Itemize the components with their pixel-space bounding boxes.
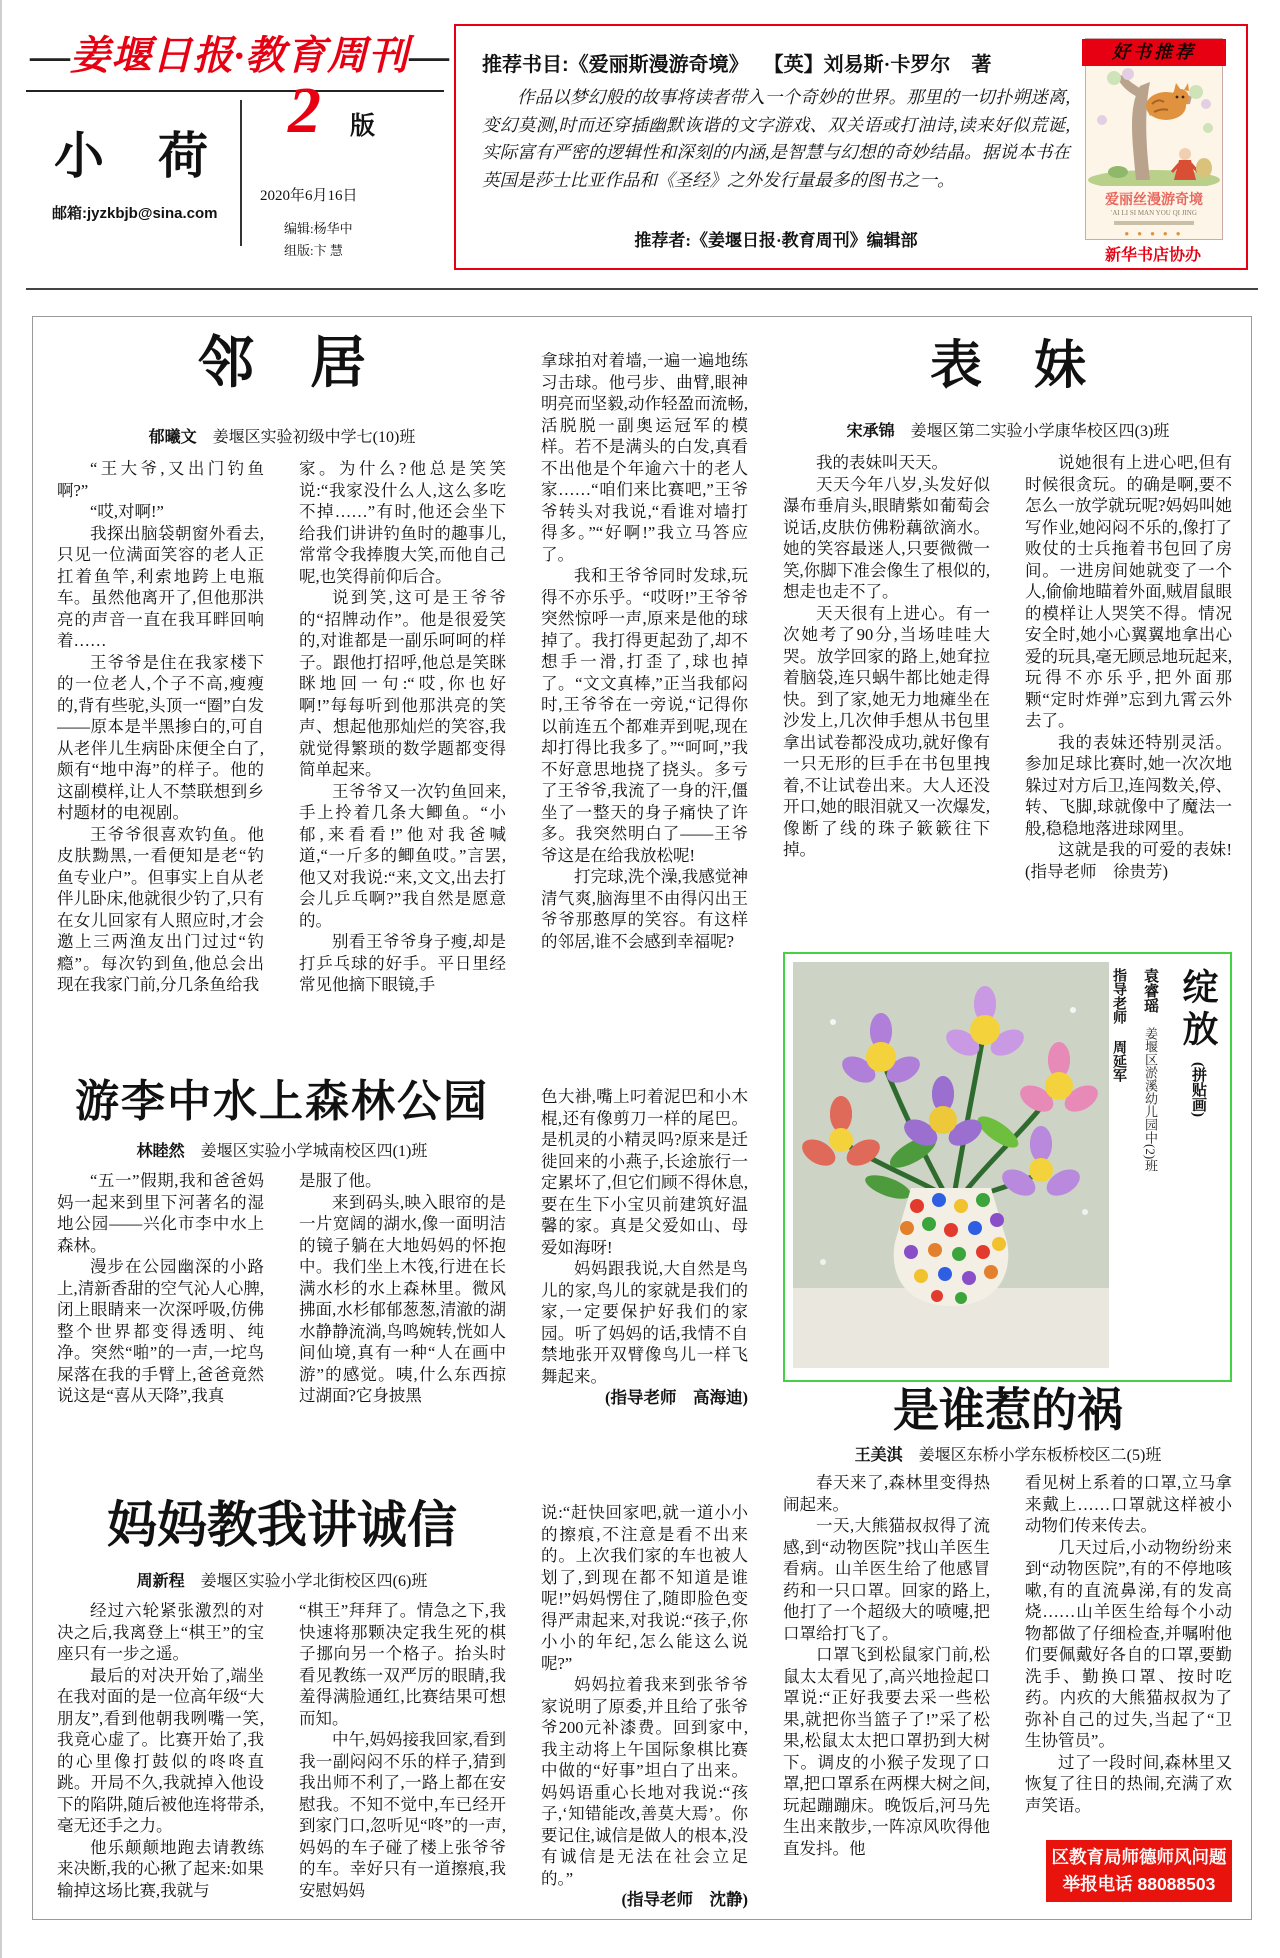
author-school: 姜堰区实验初级中学七(10)班 bbox=[212, 429, 416, 446]
book-cover-title: 爱丽丝漫游奇境 bbox=[1105, 193, 1203, 208]
article-paragraph: 天天很有上进心。有一次她考了90分,当场哇哇大哭。放学回家的路上,她耷拉着脑袋,连只蜗牛都比她走得快。到了家,她无力地瘫坐在沙发上,几次伸手想从书包里拿出试卷都没成功,就好像有一只无形的巨手在书包里拽着,不让试卷出来。大人还没开口,她的眼泪就又一次爆发,像断了线的珠子簌簌往下掉。 bbox=[783, 603, 990, 859]
mentor-credit: (指导老师 沈静) bbox=[621, 1890, 748, 1909]
article-paragraph: 过了一段时间,森林里又恢复了往日的热闹,充满了欢声笑语。 bbox=[1025, 1752, 1232, 1815]
book-recommendation-box bbox=[454, 24, 1248, 270]
artwork-mentor-column bbox=[1108, 968, 1128, 1368]
book-cover-illustration bbox=[1088, 68, 1220, 186]
girl-figure-shape bbox=[1179, 148, 1191, 160]
linju-column-2 bbox=[299, 458, 506, 1018]
article-paragraph: 打完球,洗个澡,我感觉神清气爽,脑海里不由得闪出王爷爷那憨厚的笑容。有这样的邻居,谁不会感到幸福呢? bbox=[541, 867, 748, 951]
bookstore-partner: 新华书店协办 bbox=[1104, 247, 1201, 264]
article-paragraph: 他乐颠颠地跑去请教练来决断,我的心揪了起来:如果输掉这场比赛,我就与 bbox=[57, 1837, 264, 1900]
article-paragraph: 我的表妹还特别灵活。参加足球比赛时,她一次次地躲过对方后卫,连闯数关,停、转、飞脚,球就像中了魔法一般,稳稳地落进球网里。 bbox=[1025, 732, 1232, 838]
layout-editor-credit: 组版:卞 慧 bbox=[284, 243, 343, 258]
masthead-rule bbox=[26, 90, 444, 92]
artwork-author-column bbox=[1140, 968, 1161, 1368]
youli-column-2 bbox=[299, 1170, 506, 1496]
artwork-medium: (拼贴画) bbox=[1190, 1062, 1206, 1117]
author-school: 姜堰区实验小学城南校区四(1)班 bbox=[200, 1143, 428, 1160]
masthead-dash-left: — bbox=[30, 33, 70, 78]
byline-chengxin bbox=[57, 1568, 507, 1591]
article-paragraph: 看见树上系着的口罩,立马拿来戴上……口罩就这样被小动物们传来传去。 bbox=[1025, 1473, 1232, 1535]
article-paragraph: 妈妈跟我说,大自然是鸟儿的家,鸟儿的家就是我们的家,一定要保护好我们的家园。听了妈妈的话,我情不自禁地张开双臂像鸟儿一样飞舞起来。 bbox=[541, 1259, 748, 1386]
chengxin-column-1 bbox=[57, 1600, 264, 1916]
article-paragraph: 拿球拍对着墙,一遍一遍地练习击球。他弓步、曲臂,眼神明亮而坚毅,动作轻盈而流畅,活脱脱一副奥运冠军的模样。若不是满头的白发,真看不出他是个年逾六十的老人家……“咱们来比赛吧,”王爷爷转头对我说,“看谁对墙打得多。”“好啊!”我立马答应了。 bbox=[541, 351, 748, 564]
huo-column-1 bbox=[783, 1472, 990, 1912]
artwork-photo-collage bbox=[793, 962, 1109, 1368]
article-paragraph: 王爷爷很喜欢钓鱼。他皮肤黝黑,一看便知是老“钓鱼专业户”。但事实上自从老伴儿卧床,他就很少钓了,只有在女儿回家有人照应时,才会邀上三两渔友出门过过“钓瘾”。每次钓到鱼,他总会出现在我家门前,分几条鱼给我 bbox=[57, 824, 264, 994]
book-cover-smalltext-bar bbox=[1114, 221, 1194, 225]
artwork-mentor-label: 指导老师 bbox=[1111, 968, 1126, 1024]
hotline-line1: 区教育局师德师风问题 bbox=[1051, 1847, 1227, 1867]
header-bottom-rule bbox=[26, 288, 1258, 290]
masthead-dash-right: — bbox=[409, 33, 449, 78]
article-paragraph: 中午,妈妈接我回家,看到我一副闷闷不乐的样子,猜到我出师不利了,一路上都在安慰我。不知不觉中,车已经开到家门口,忽听见“咚”的一声,妈妈的车子碰了楼上张爷爷的车。幸好只有一道擦痕,我安慰妈妈 bbox=[299, 1730, 506, 1900]
article-paragraph: “王大爷,又出门钓鱼啊?” bbox=[57, 459, 264, 500]
article-title-youli: 游李中水上森林公园 bbox=[75, 1077, 489, 1126]
linju-column-1 bbox=[57, 458, 264, 1018]
article-paragraph: “五一”假期,我和爸爸妈妈一起来到里下河著名的湿地公园——兴化市李中水上森林。 bbox=[57, 1171, 264, 1255]
artwork-frame bbox=[783, 952, 1232, 1382]
biaomei-column-1 bbox=[783, 452, 990, 910]
page-number: 2 bbox=[288, 74, 321, 147]
article-title-biaomei: 表 妹 bbox=[929, 338, 1086, 395]
artwork-author: 袁睿瑶 bbox=[1142, 968, 1158, 1013]
recommended-book-author-suffix: 著 bbox=[971, 54, 992, 76]
author-name: 周新程 bbox=[136, 1573, 185, 1590]
article-paragraph: 我的表妹叫天天。 bbox=[816, 453, 948, 472]
author-school: 姜堰区实验小学北街校区四(6)班 bbox=[200, 1573, 428, 1590]
article-paragraph: 说到笑,这可是王爷爷的“招牌动作”。他是很爱笑的,对谁都是一副乐呵呵的样子。跟他打招呼,他总是笑眯眯地回一句:“哎,你也好啊!”每每听到他那洪亮的笑声、想起他那灿烂的笑容,我就觉得繁琐的数学题都变得简单起来。 bbox=[299, 588, 506, 779]
article-paragraph: 说:“赶快回家吧,就一道小小的擦痕,不注意是看不出来的。上次我们家的车也被人划了,到现在都不知道是谁呢!”妈妈愣住了,随即脸色变得严肃起来,对我说:“孩子,你小小的年纪,怎么能这么说呢?” bbox=[541, 1503, 748, 1673]
recommender-credit: 推荐者:《姜堰日报·教育周刊》编辑部 bbox=[634, 231, 918, 250]
book-cover bbox=[1085, 38, 1223, 240]
byline-huo bbox=[783, 1442, 1233, 1465]
hotline-line2: 举报电话 88088503 bbox=[1062, 1874, 1216, 1894]
article-paragraph: 王爷爷又一次钓鱼回来,手上拎着几条大鲫鱼。“小郁,来看看!”他对我爸喊道,“一斤多的鲫鱼哎。”言罢,他又对我说:“来,文文,出去打会儿乒乓啊?”我自然是愿意的。 bbox=[299, 781, 506, 930]
editor-credit: 编辑:杨华中 bbox=[284, 221, 353, 236]
article-paragraph: 漫步在公园幽深的小路上,清新香甜的空气沁人心脾,闭上眼睛来一次深呼吸,仿佛整个世界都变得透明、纯净。突然“啪”的一声,一坨鸟屎落在我的手臂上,爸爸竟然说这是“喜从天降”,我真 bbox=[57, 1257, 264, 1405]
recommended-book-title: 推荐书目:《爱丽斯漫游奇境》 bbox=[482, 54, 749, 76]
article-paragraph: 口罩飞到松鼠家门前,松鼠太太看见了,高兴地捡起口罩说:“正好我要去采一些松果,就把你当篮子了!”采了松果,松鼠太太把口罩扔到大树下。调皮的小猴子发现了口罩,把口罩系在两棵大树之间,玩起蹦蹦床。晚饭后,河马先生出来散步,一阵凉风吹得他直发抖。他 bbox=[783, 1645, 990, 1858]
youli-column-1 bbox=[57, 1170, 264, 1496]
good-book-ribbon: 好书推荐 bbox=[1082, 39, 1226, 66]
issue-date: 2020年6月16日 bbox=[260, 188, 358, 204]
artwork-caption bbox=[1111, 968, 1224, 1368]
linju-column-3 bbox=[541, 350, 748, 1022]
contact-email: 邮箱:jyzkbjb@sina.com bbox=[52, 205, 218, 222]
article-paragraph: 我探出脑袋朝窗外看去,只见一位满面笑容的老人正扛着鱼竿,利索地跨上电瓶车。虽然他离开了,但他那洪亮的声音一直在我耳畔回响着…… bbox=[57, 523, 264, 650]
artwork-title: 绽放 bbox=[1178, 968, 1218, 1052]
mentor-credit: (指导老师 高海迪) bbox=[605, 1388, 748, 1407]
author-name: 王美淇 bbox=[854, 1447, 903, 1464]
author-school: 姜堰区第二实验小学康华校区四(3)班 bbox=[910, 423, 1170, 440]
artwork-school: 姜堰区淤溪幼儿园中(2)班 bbox=[1143, 1027, 1158, 1173]
byline-linju bbox=[57, 424, 507, 447]
article-paragraph: “棋王”拜拜了。情急之下,我快速将那颗决定我生死的棋子挪向另一个格子。抬头时看见教练一双严厉的眼睛,我羞得满脸通红,比赛结果可想而知。 bbox=[299, 1601, 506, 1728]
article-title-chengxin: 妈妈教我讲诚信 bbox=[107, 1497, 457, 1553]
author-name: 郁曦文 bbox=[148, 429, 197, 446]
article-paragraph: 最后的对决开始了,端坐在我对面的是一位高年级“大朋友”,看到他朝我咧嘴一笑,我竟心虚了。比赛开始了,我的心里像打鼓似的咚咚直跳。开局不久,我就掉入他设下的陷阱,随后被他连将带杀,毫无还手之力。 bbox=[57, 1665, 264, 1835]
huo-column-2 bbox=[1025, 1472, 1232, 1834]
author-name: 宋承锦 bbox=[846, 423, 895, 440]
article-paragraph: “哎,对啊!” bbox=[90, 502, 164, 521]
masthead bbox=[30, 24, 450, 81]
article-paragraph: 这就是我的可爱的表妹!(指导老师 徐贵芳) bbox=[1025, 840, 1232, 881]
book-cover-dots: ● ● ● ● ● bbox=[1124, 229, 1184, 238]
article-paragraph: 天天今年八岁,头发好似瀑布垂肩头,眼睛紫如葡萄会说话,皮肤仿佛粉藕欲滴水。她的笑容最迷人,只要微微一笑,你脚下准会像生了根似的,想走也走不了。 bbox=[783, 474, 990, 601]
article-paragraph: 家。为什么?他总是笑笑说:“我家没什么人,这么多吃不掉……”有时,他还会坐下给我们讲讲钓鱼时的趣事儿,常常令我捧腹大笑,而他自己呢,也笑得前仰后合。 bbox=[299, 459, 506, 586]
recommended-book-author: 【英】刘易斯·卡罗尔 bbox=[763, 54, 951, 76]
article-title-linju: 邻 居 bbox=[198, 333, 366, 395]
article-paragraph: 是服了他。 bbox=[299, 1171, 382, 1190]
byline-biaomei bbox=[783, 418, 1233, 441]
article-paragraph: 春天来了,森林里变得热闹起来。 bbox=[783, 1473, 990, 1514]
biaomei-column-2 bbox=[1025, 452, 1232, 944]
article-paragraph: 王爷爷是住在我家楼下的一位老人,个子不高,瘦瘦的,背有些驼,头顶一“圈”白发——原本是半黑掺白的,可自从老伴儿生病卧床便全白了,颇有“地中海”的样子。他的这副模样,让人不禁联想到乡村题材的电视剧。 bbox=[57, 652, 264, 822]
article-title-huo: 是谁惹的祸 bbox=[893, 1385, 1123, 1436]
article-paragraph: 经过六轮紧张激烈的对决之后,我离登上“棋王”的宝座只有一步之遥。 bbox=[57, 1601, 264, 1663]
article-paragraph: 我和王爷爷同时发球,玩得不亦乐乎。“哎呀!”王爷爷突然惊呼一声,原来是他的球掉了。我打得更起劲了,却不想手一滑,打歪了,球也掉了。“文文真棒,”正当我郁闷时,王爷爷在一旁说,“记得你以前连五个都难弄到呢,现在却打得比我多了。”“呵呵,”我不好意思地挠了挠头。多亏了王爷爷,我流了一身的汗,僵坐了一整天的身子痛快了许多。我突然明白了——王爷爷这是在给我放松呢! bbox=[541, 566, 748, 865]
page-label: 版 bbox=[350, 113, 376, 140]
chengxin-column-3 bbox=[541, 1502, 748, 1916]
author-school: 姜堰区东桥小学东板桥校区二(5)班 bbox=[918, 1447, 1162, 1464]
article-paragraph: 来到码头,映入眼帘的是一片宽阔的湖水,像一面明洁的镜子躺在大地妈妈的怀抱中。我们坐上木筏,行进在长满水杉的水上森林里。微风拂面,水杉郁郁葱葱,清澈的湖水静静流淌,鸟鸣婉转,恍如人间仙境,真有一种“人在画中游”的感觉。咦,什么东西掠过湖面?它身披黑 bbox=[299, 1192, 506, 1405]
artwork-mentor-name: 周延军 bbox=[1111, 1040, 1126, 1082]
header-divider bbox=[240, 100, 242, 246]
recommendation-title-line bbox=[482, 48, 1082, 77]
article-paragraph: 几天过后,小动物纷纷来到“动物医院”,有的不停地咳嗽,有的直流鼻涕,有的发高烧……山羊医生给每个小动物都做了仔细检查,并嘱咐他们要佩戴好各自的口罩,要勤洗手、勤换口罩、按时吃药。内疚的大熊猫叔叔为了弥补自己的过失,当起了“卫生协管员”。 bbox=[1025, 1537, 1232, 1750]
article-paragraph: 妈妈拉着我来到张爷爷家说明了原委,并且给了张爷爷200元补漆费。回到家中,我主动将上午国际象棋比赛中做的“好事”坦白了出来。妈妈语重心长地对我说:“孩子,‘知错能改,善莫大焉’。你要记住,诚信是做人的根本,没有诚信是无法在社会立足的。” bbox=[541, 1675, 748, 1888]
article-paragraph: 色大褂,嘴上叼着泥巴和小木棍,还有像剪刀一样的尾巴。是机灵的小精灵吗?原来是迁徙回来的小燕子,长途旅行一定累坏了,但它们顾不得休息,要在生下小宝贝前建筑好温馨的家。真是父爱如山、母爱如海呀! bbox=[541, 1087, 748, 1257]
article-paragraph: 别看王爷爷身子瘦,却是打乒乓球的好手。平日里经常见他摘下眼镜,手 bbox=[299, 932, 506, 994]
section-title: 小 荷 bbox=[54, 128, 210, 184]
masthead-brand: 姜堰日报·教育周刊 bbox=[70, 33, 409, 78]
book-cover-pinyin: 'AI LI SI MAN YOU QI JING bbox=[1111, 209, 1197, 217]
author-name: 林睦然 bbox=[136, 1143, 185, 1160]
hotline-notice bbox=[1046, 1840, 1232, 1902]
byline-youli bbox=[57, 1138, 507, 1161]
chengxin-column-2 bbox=[299, 1600, 506, 1916]
recommendation-body: 作品以梦幻般的故事将读者带入一个奇妙的世界。那里的一切扑朔迷离,变幻莫测,时而还穿插幽默诙谐的文字游戏、双关语或打油诗,读来好似荒诞,实际富有严密的逻辑性和深刻的内涵,是智慧与幻想的奇妙结晶。据说本书在英国是莎士比亚作品和《圣经》之外发行量最多的图书之一。 bbox=[482, 87, 1070, 190]
article-paragraph: 一天,大熊猫叔叔得了流感,到“动物医院”找山羊医生看病。山羊医生给了他感冒药和一只口罩。回家的路上,他打了一个超级大的喷嚏,把口罩给打飞了。 bbox=[783, 1516, 990, 1643]
artwork-title-column bbox=[1173, 968, 1224, 1368]
article-paragraph: 说她很有上进心吧,但有时候很贪玩。的确是啊,要不怎么一放学就玩呢?妈妈叫她写作业,她闷闷不乐的,像打了败仗的士兵拖着书包回了房间。一进房间她就变了一个人,偷偷地瞄着外面,贼眉鼠眼的模样让人哭笑不得。情况安全时,她小心翼翼地拿出心爱的玩具,毫无顾忌地玩起来,玩得不亦乐乎,把外面那颗“定时炸弹”忘到九霄云外去了。 bbox=[1025, 453, 1232, 730]
youli-column-3 bbox=[541, 1086, 748, 1446]
